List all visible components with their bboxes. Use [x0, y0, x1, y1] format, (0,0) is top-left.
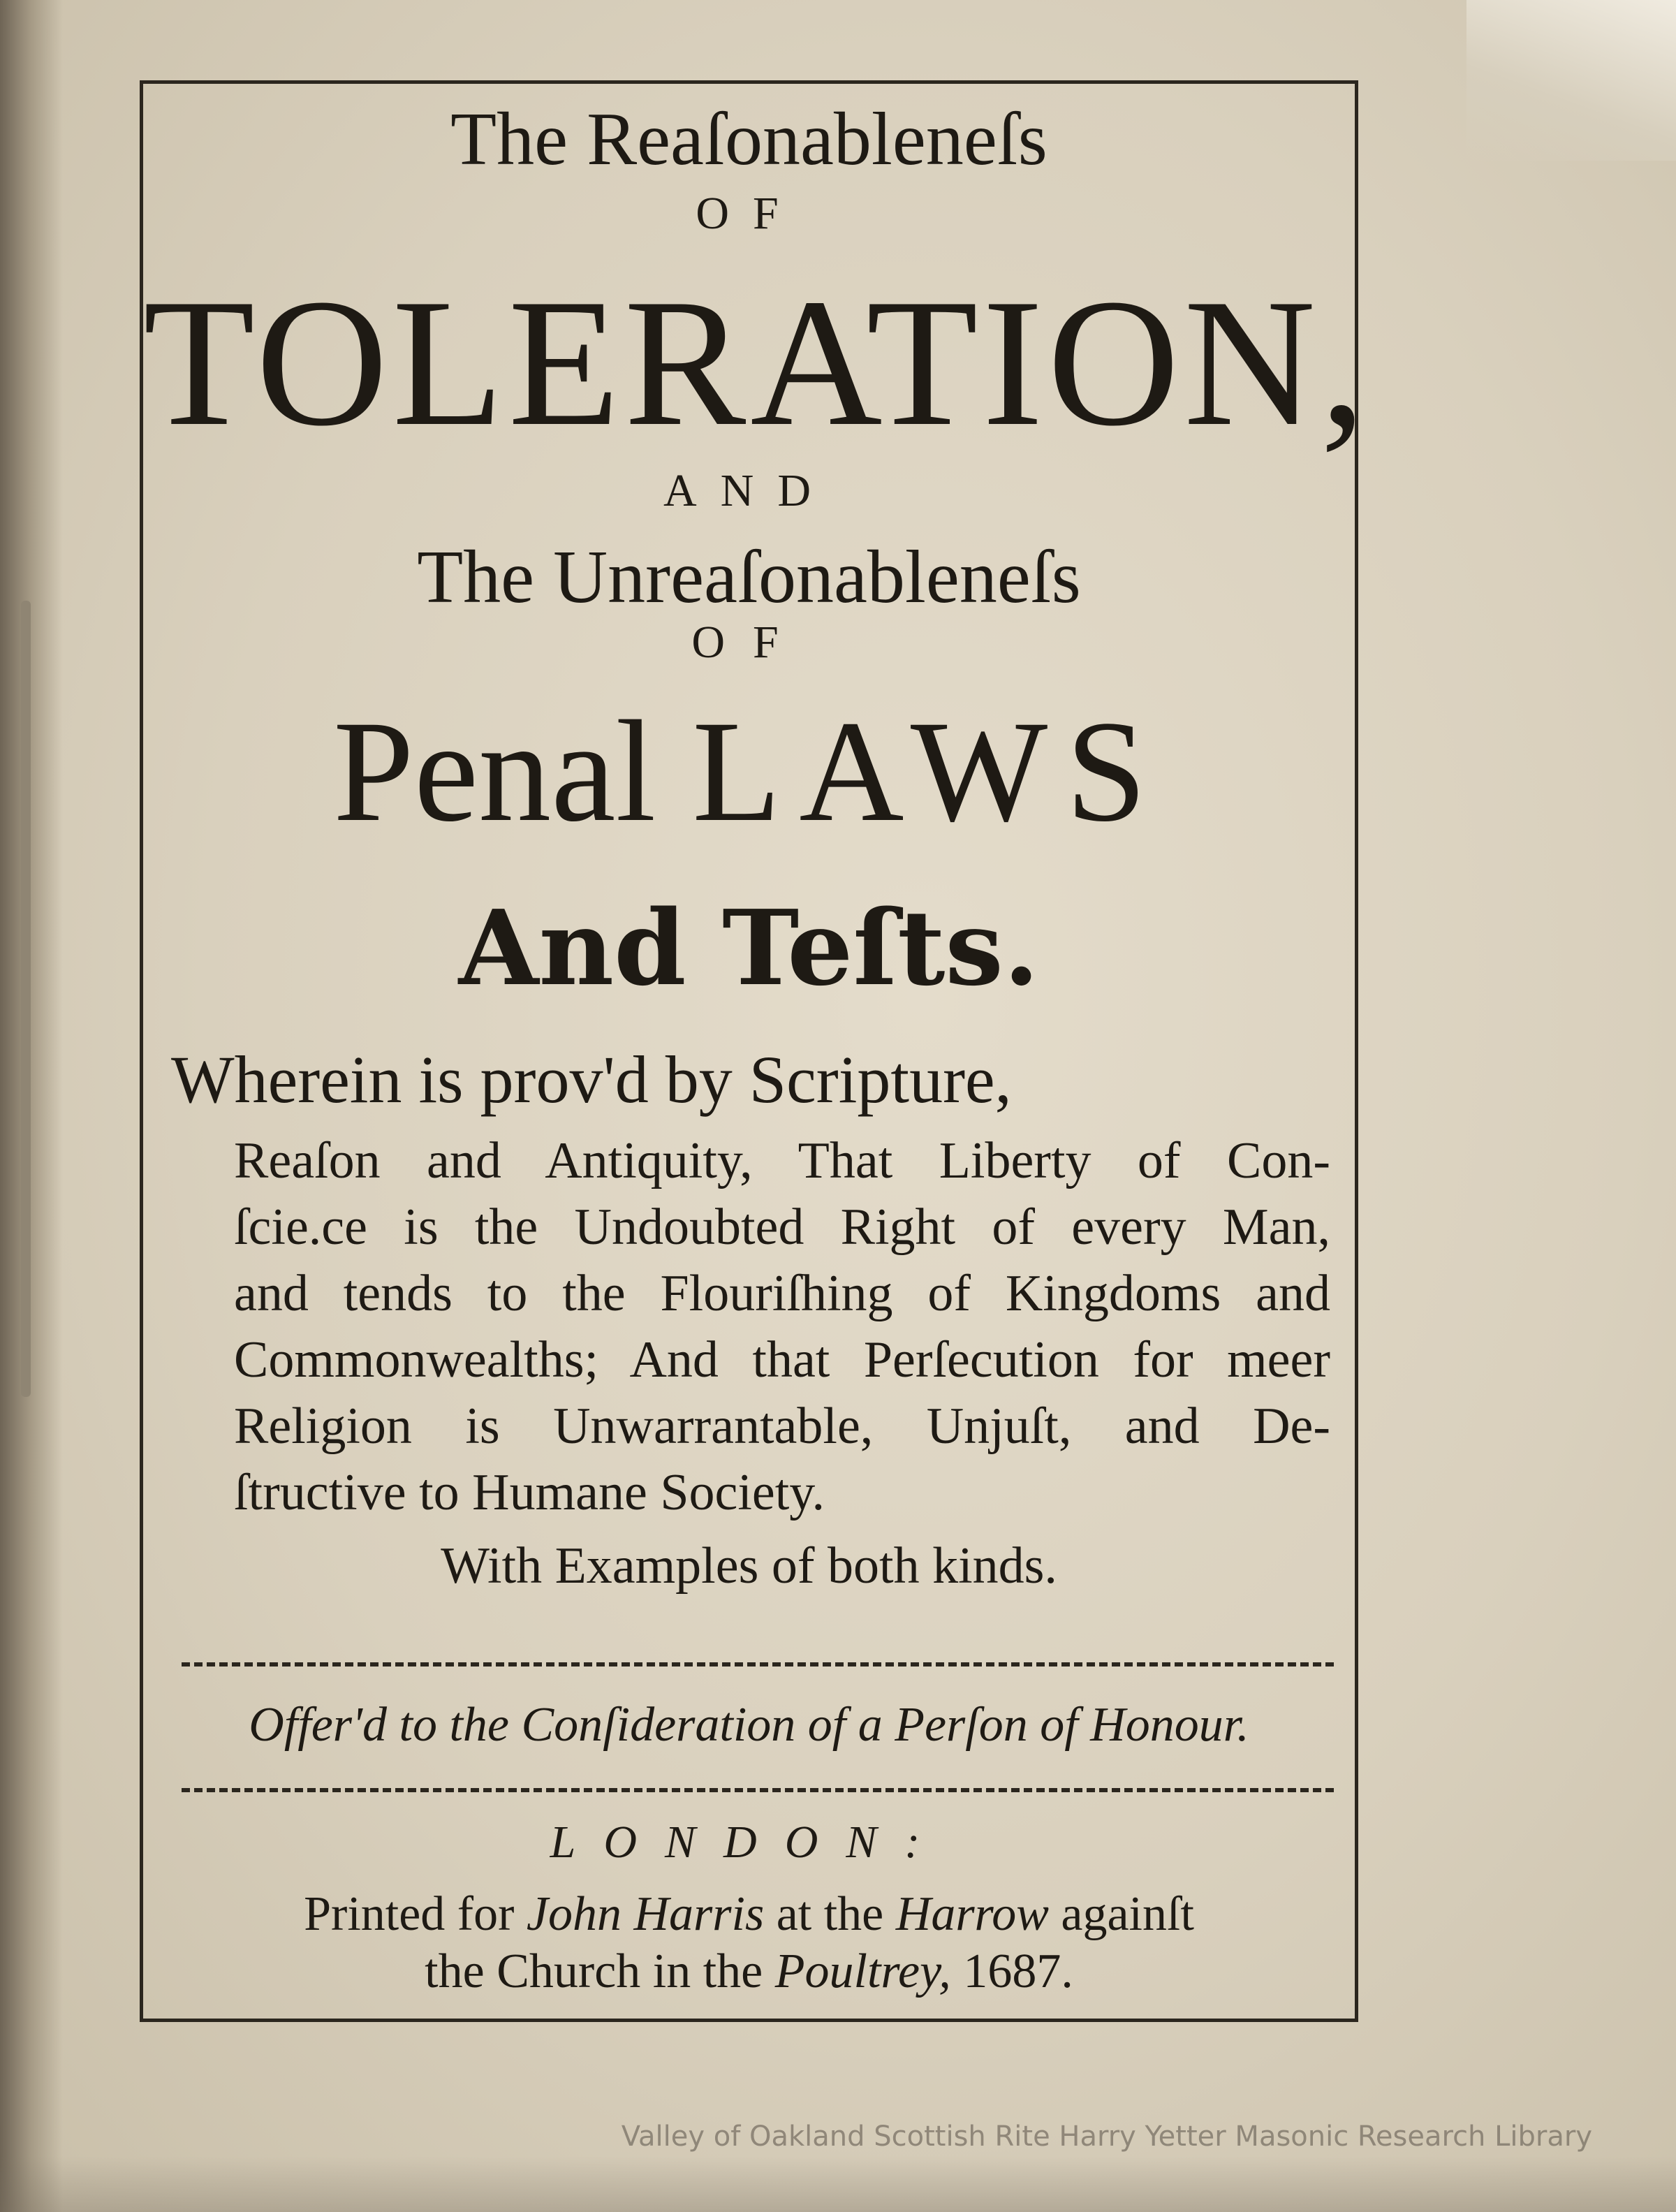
- title-line-reasonableness: The Reaſonableneſs: [450, 98, 1048, 181]
- imprint-printer-name: John Harris: [526, 1887, 765, 1941]
- title-line-of-1: OF: [696, 188, 802, 239]
- divider-rule-top: [182, 1662, 1334, 1667]
- imprint-text: the Church in the: [425, 1944, 763, 1998]
- imprint-line-1: [143, 1886, 1355, 1943]
- imprint-text: Printed for: [304, 1887, 515, 1941]
- imprint-year: 1687.: [963, 1944, 1073, 1998]
- imprint-text: againſt: [1061, 1887, 1194, 1941]
- imprint-text: at the: [776, 1887, 884, 1941]
- imprint-line-2: [143, 1943, 1355, 2000]
- divider-rule-bottom: [182, 1788, 1334, 1792]
- bottom-shadow: [0, 2156, 1676, 2212]
- binding-stitch: [21, 601, 31, 1397]
- title-word-penal: Penal: [333, 691, 656, 851]
- binding-shadow: [0, 0, 63, 2212]
- subtitle-line: and tends to the Flouriſhing of Kingdoms and: [234, 1265, 1330, 1322]
- torn-corner: [1466, 0, 1676, 161]
- imprint-block: [143, 1886, 1355, 2000]
- imprint-city: LONDON:: [550, 1817, 948, 1868]
- title-page-frame: [140, 80, 1370, 2022]
- subtitle-line: ſcie.ce is the Undoubted Right of every Man,: [234, 1199, 1330, 1256]
- title-line-unreasonableness: The Unreaſonableneſs: [417, 536, 1081, 619]
- imprint-shop-sign: Harrow: [895, 1887, 1049, 1941]
- subtitle-line: ſtructive to Humane Society.: [234, 1464, 825, 1521]
- offer-line: Offer'd to the Conſideration of a Perſon of Honour.: [249, 1698, 1249, 1752]
- imprint-street: Poultrey,: [774, 1944, 951, 1998]
- title-line-penal-laws: [143, 691, 1355, 851]
- library-watermark: Valley of Oakland Scottish Rite Harry Yetter Masonic Research Library: [621, 2121, 1592, 2153]
- subtitle-line: Reaſon and Antiquity, That Liberty of Con-: [234, 1132, 1330, 1189]
- subtitle-line: Religion is Unwarrantable, Unjuſt, and De-: [234, 1398, 1330, 1455]
- title-line-and: AND: [663, 465, 835, 516]
- subtitle-line: Commonwealths; And that Perſecution for meer: [234, 1331, 1330, 1389]
- title-word-laws: LAWS: [692, 691, 1165, 851]
- title-line-and-tests: And Teſts.: [458, 887, 1040, 1009]
- title-line-toleration: TOLERATION,: [143, 261, 1370, 464]
- examples-line: With Examples of both kinds.: [441, 1537, 1057, 1595]
- subtitle-lead: Wherein is prov'd by Scripture,: [171, 1042, 1012, 1117]
- subtitle-paragraph: [234, 1128, 1330, 1526]
- title-line-of-2: OF: [691, 617, 807, 668]
